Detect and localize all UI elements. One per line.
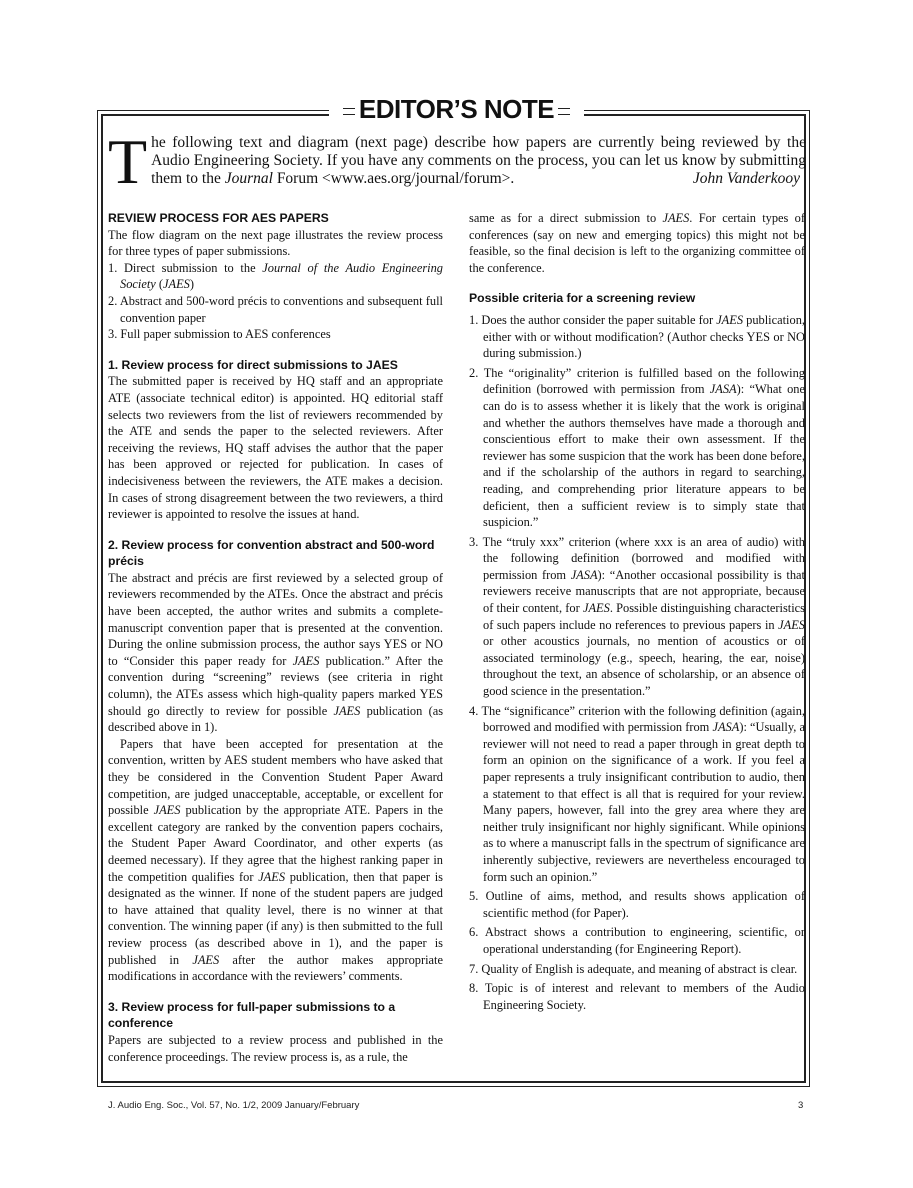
section-1-para: The submitted paper is received by HQ staff and an appropriate ATE (associate technical editor) is appointed. HQ editorial staff selects two reviewers from the list of reviewers recommended by the ATE and sends the paper to the selected reviewers. After receiving the reviews, HQ staff advises the author that the paper has been approved or rejected for publication. In cases of indecisiveness between the reviewers, the ATE makes a decision. In cases of strong disagreement between the two reviewers, a third reviewer is appointed to resolve the issues at hand. xyxy=(108,374,443,522)
c3c: . Possible distinguishing characteristics of such papers include no references to previous papers in xyxy=(483,601,805,632)
c3d: or other acoustics journals, no mention of acoustics or of associated terminology (e.g., speech, hearing, the ear, noise) throughout the text, an absence of scholarship, or an absence of good science in the presentation.” xyxy=(483,634,805,699)
page-title-box xyxy=(329,92,584,126)
jaes-term: JAES xyxy=(292,653,320,668)
section-2-heading: 2. Review process for convention abstract and 500-word précis xyxy=(108,537,435,569)
jaes-term: JAES xyxy=(258,869,286,884)
list-item-1-open: ( xyxy=(155,277,164,292)
intro-text-a: he following text and diagram (next page) describe how papers are currently being reviewed by the Audio Engineering Society. If you have any comments on the process, you can let us know by submitting them to the xyxy=(151,134,806,187)
section-3-para: Papers are subjected to a review process and published in the conference proceedings. The review process is, as a rule, the xyxy=(108,1032,443,1064)
criterion-1 xyxy=(469,312,805,362)
page-title: EDITOR’S NOTE xyxy=(358,94,555,124)
continued-para xyxy=(469,210,805,276)
criterion-2 xyxy=(469,365,805,531)
list-item-1-text: 1. Direct submission to the xyxy=(108,260,263,275)
c2b: ): “What one can do is to assess whether it is likely that the work is original and whether the authors themselves have made a thorough and conscientious effort to make their own assessment. If the reviewer has some suspicion that the work has been done before, and if the scholarship of the authors in regard to searching, reading, and comprehending prior literature appears to be deficient, then a sufficient review is to simply state that suspicion.” xyxy=(483,382,805,530)
criterion-7: 7. Quality of English is adequate, and meaning of abstract is clear. xyxy=(469,961,798,976)
jaes-term: JAES xyxy=(192,952,220,967)
jasa-term: JASA xyxy=(570,567,598,582)
list-item-1-abbr: JAES xyxy=(163,277,190,292)
left-column xyxy=(108,210,443,1065)
s2p1c: publication (as described above in 1). xyxy=(108,703,444,735)
main-heading: REVIEW PROCESS FOR AES PAPERS xyxy=(108,211,329,225)
s2p1b: publication.” After the convention during “screening” reviews (see criteria in right column), the ATEs assess which high-quality papers marked YES should go directly to review for possible xyxy=(108,653,443,718)
section-2-para-1 xyxy=(108,570,443,736)
jaes-term: JAES xyxy=(778,617,805,632)
c4b: ): “Usually, a reviewer will not need to read a paper through in great depth to form an opinion on the significance of a work. If you feel a paper represents a truly insignificant contribution to audio, then a statement to that effect is all that is required for your review. Many papers, however, fall into the grey area where they are neither truly insignificant nor highly significant. While opinions as to where a manuscript falls in the spectrum of significance are inherently subjective, reviewers are nevertheless encouraged to form such an opinion.” xyxy=(483,720,806,884)
criterion-5: 5. Outline of aims, method, and results shows application of scientific method (for Paper). xyxy=(469,889,805,920)
criterion-8: 8. Topic is of interest and relevant to members of the Audio Engineering Society. xyxy=(469,981,805,1012)
title-rule-left xyxy=(343,108,355,115)
s2p2a: Papers that have been accepted for presentation at the convention, written by AES student members who have asked that they be considered in the Convention Student Paper Award competition, are judged unacceptable, acceptable, or excellent for possible xyxy=(108,736,443,818)
criterion-4 xyxy=(469,703,805,886)
cont-b: . For certain types of conferences (say on new and emerging topics) this might not be feasible, so the final decision is left to the organizing committee of the conference. xyxy=(469,211,805,275)
s2p2c: publication, then that paper is designated as the winner. If none of the student papers are judged to have attained that quality level, there is no winner at that convention. The winning paper (if any) is then submitted to the full review process (as described above in 1), and the paper is published in xyxy=(108,869,443,967)
criterion-6: 6. Abstract shows a contribution to engineering, scientific, or operational understanding (for Engineering Report). xyxy=(469,925,805,956)
drop-cap: T xyxy=(108,126,148,197)
s2p1a: The abstract and précis are first reviewed by a selected group of reviewers recommended by the ATEs. Once the abstract and précis have been accepted, the author writes and submits a complete-manuscript convention paper that is presented at the convention. During the online submission process, the author says YES or NO to “Consider this paper ready for xyxy=(108,570,443,668)
right-column xyxy=(469,210,805,1016)
section-1-heading: 1. Review process for direct submissions to JAES xyxy=(108,357,398,372)
criterion-3 xyxy=(469,534,805,700)
list-item-3: 3. Full paper submission to AES conferences xyxy=(108,327,331,342)
s2p2d: after the author makes appropriate modifications in accordance with the reviewers’ comments. xyxy=(108,952,443,984)
title-rule-right xyxy=(558,108,570,115)
list-item-2: 2. Abstract and 500-word précis to conventions and subsequent full convention paper xyxy=(108,293,443,325)
list-item-1 xyxy=(108,260,443,293)
intro-para: The flow diagram on the next page illustrates the review process for three types of paper submissions. xyxy=(108,227,443,259)
jaes-term: JAES xyxy=(662,211,690,225)
section-3-heading: 3. Review process for full-paper submissions to a conference xyxy=(108,999,396,1031)
page-number: 3 xyxy=(798,1100,804,1111)
section-2-para-2 xyxy=(108,736,443,985)
cont-a: same as for a direct submission to xyxy=(469,211,663,225)
c4a: 4. The “significance” criterion with the following definition (again, borrowed and modified with permission from xyxy=(469,703,805,735)
intro-journal: Journal xyxy=(224,170,273,187)
jasa-term: JASA xyxy=(709,382,737,397)
c2a: 2. The “originality” criterion is fulfilled based on the following definition (borrowed with permission from xyxy=(469,365,805,397)
jaes-term: JAES xyxy=(716,312,744,327)
signature: John Vanderkooy xyxy=(692,170,800,187)
c3b: ): “Another occasional possibility is that reviewers receive manuscripts that are not appropriate, because of their content, for xyxy=(483,567,805,616)
intro-text-b: Forum <www.aes.org/journal/forum>. xyxy=(272,170,515,187)
footer-citation: J. Audio Eng. Soc., Vol. 57, No. 1/2, 2009 January/February xyxy=(108,1100,360,1111)
intro-paragraph xyxy=(108,126,806,197)
title-bar xyxy=(0,92,913,126)
list-item-1-journal: Journal of the Audio Engineering Society xyxy=(120,260,443,292)
jasa-term: JASA xyxy=(712,720,740,735)
c1a: 1. Does the author consider the paper suitable for xyxy=(469,312,717,327)
c1b: publication, either with or without modification? (Author checks YES or NO during submission.) xyxy=(483,312,805,361)
jaes-term: JAES xyxy=(153,803,181,818)
criteria-heading: Possible criteria for a screening review xyxy=(469,291,696,306)
c3a: 3. The “truly xxx” criterion (where xxx is an area of audio) with the following definition (borrowed and modified with permission from xyxy=(469,534,805,582)
s2p2b: publication by the appropriate ATE. Papers in the excellent category are ranked by the convention papers cochairs, the Student Paper Award Coordinator, and other experts (as deemed necessary). If they agree that the highest ranking paper in the competition qualifies for xyxy=(108,803,443,884)
jaes-term: JAES xyxy=(582,601,610,616)
list-item-1-close: ) xyxy=(189,277,194,292)
jaes-term: JAES xyxy=(333,703,361,718)
